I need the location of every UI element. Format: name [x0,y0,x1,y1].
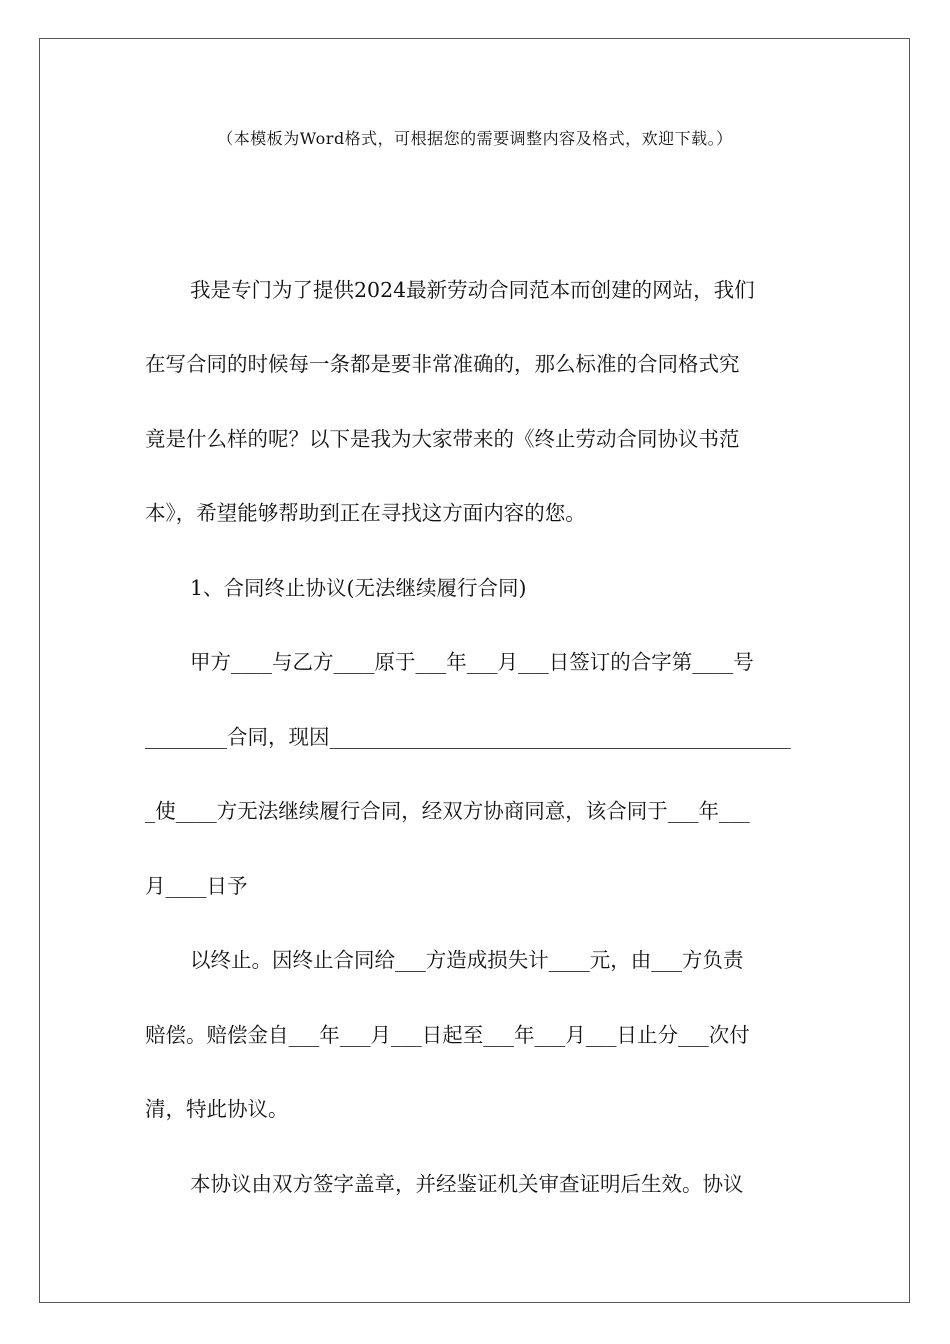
section-heading: 1、合同终止协议(无法继续履行合同) [190,576,527,600]
agreement-line: 甲方____与乙方____原于___年___月___日签订的合字第____号 [190,650,754,674]
intro-paragraph-line: 我是专门为了提供2024最新劳动合同范本而创建的网站，我们 [190,278,755,302]
compensation-line: 清，特此协议。 [145,1097,289,1121]
agreement-line: _使____方无法继续履行合同，经双方协商同意，该合同于___年___ [145,799,750,823]
compensation-line: 以终止。因终止合同给___方造成损失计____元，由___方负责 [190,948,744,972]
agreement-line: ________合同，现因_____________________________________________ [145,725,791,749]
intro-paragraph-line: 本》，希望能够帮助到正在寻找这方面内容的您。 [145,501,586,525]
template-note: （本模板为Word格式，可根据您的需要调整内容及格式，欢迎下载。） [217,129,733,148]
intro-paragraph-line: 在写合同的时候每一条都是要非常准确的，那么标准的合同格式究 [145,352,740,376]
compensation-line: 赔偿。赔偿金自___年___月___日起至___年___月___日止分___次付 [145,1023,750,1047]
effectiveness-line: 本协议由双方签字盖章，并经鉴证机关审查证明后生效。协议 [190,1172,744,1196]
agreement-line: 月____日予 [145,874,248,898]
intro-paragraph-line: 竟是什么样的呢？以下是我为大家带来的《终止劳动合同协议书范 [145,427,740,451]
